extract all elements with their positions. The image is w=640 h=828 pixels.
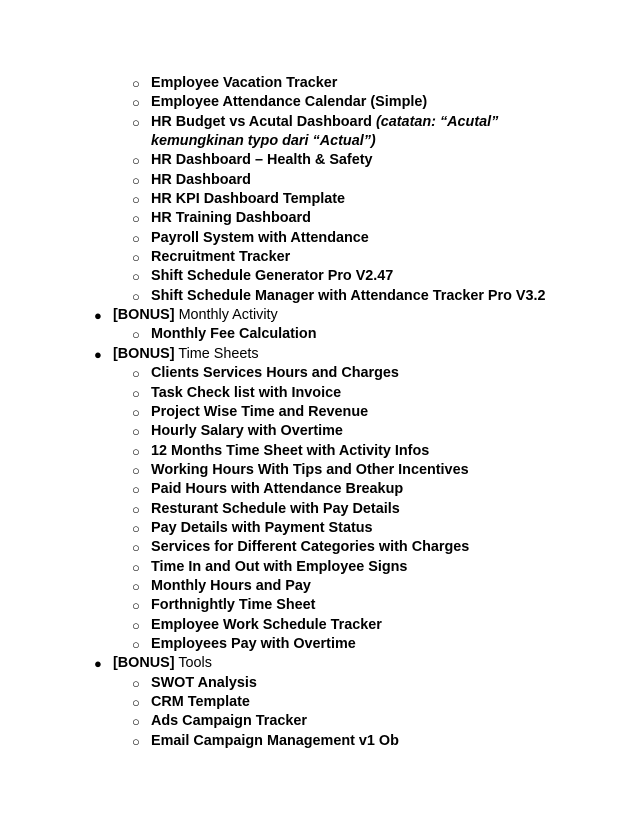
list-item [0,151,640,170]
list-item [0,461,640,480]
list-item [0,74,640,93]
list-item [0,635,640,654]
list-item-text: Paid Hours with Attendance Breakup [151,481,404,498]
hollow-bullet-icon: ○ [132,675,140,691]
section-heading-tools [0,654,640,673]
hollow-bullet-icon: ○ [132,250,140,266]
hollow-bullet-icon: ○ [132,288,140,304]
list-item [0,190,640,209]
list-item-continuation [0,132,640,151]
list-item [0,616,640,635]
list-item-text: Monthly Hours and Pay [151,577,311,594]
list-item [0,519,640,538]
hr-budget-note-continued: kemungkinan typo dari “Actual”) [151,133,376,150]
hollow-bullet-icon: ○ [132,153,140,169]
hollow-bullet-icon: ○ [132,192,140,208]
hollow-bullet-icon: ○ [132,559,140,575]
list-item [0,712,640,731]
list-item-text: Employees Pay with Overtime [151,635,356,652]
hollow-bullet-icon: ○ [132,230,140,246]
list-item [0,732,640,751]
list-item [0,287,640,306]
section-heading-time-sheets [0,345,640,364]
hollow-bullet-icon: ○ [132,617,140,633]
list-item [0,674,640,693]
hollow-bullet-icon: ○ [132,172,140,188]
list-item [0,325,640,344]
bonus-tag: [BONUS] [113,655,175,672]
list-item-text: Payroll System with Attendance [151,229,369,246]
list-item [0,384,640,403]
list-item [0,442,640,461]
bonus-tag: [BONUS] [113,307,175,324]
hollow-bullet-icon: ○ [132,443,140,459]
hollow-bullet-icon: ○ [132,714,140,730]
hollow-bullet-icon: ○ [132,501,140,517]
section-title: Time Sheets [178,345,259,362]
list-item [0,577,640,596]
list-item [0,558,640,577]
list-item [0,403,640,422]
hollow-bullet-icon: ○ [132,366,140,382]
list-item-text: Services for Different Categories with Charges [151,539,470,556]
list-item [0,229,640,248]
list-item [0,596,640,615]
list-item-text: Hourly Salary with Overtime [151,423,343,440]
list-item-text [151,113,498,132]
hollow-bullet-icon: ○ [132,636,140,652]
list-item [0,171,640,190]
list-item [0,538,640,557]
list-item-text: HR Training Dashboard [151,210,311,227]
hollow-bullet-icon: ○ [132,578,140,594]
list-item-text: Time In and Out with Employee Signs [151,558,408,575]
hollow-bullet-icon: ○ [132,520,140,536]
hollow-bullet-icon: ○ [132,540,140,556]
list-item [0,267,640,286]
hollow-bullet-icon: ○ [132,269,140,285]
list-item [0,500,640,519]
section-heading-monthly-activity [0,306,640,325]
list-item [0,480,640,499]
list-item-text: Project Wise Time and Revenue [151,403,369,420]
list-item-text: Task Check list with Invoice [151,384,342,401]
list-item-text: Email Campaign Management v1 Ob [151,732,399,749]
list-item-text: Resturant Schedule with Pay Details [151,500,400,517]
list-item-text: Working Hours With Tips and Other Incentives [151,461,469,478]
hr-budget-label: HR Budget vs Acutal Dashboard [151,113,372,130]
list-item [0,364,640,383]
list-item-text: Employee Work Schedule Tracker [151,616,382,633]
list-item-text: HR Dashboard – Health & Safety [151,152,373,169]
list-item [0,422,640,441]
hollow-bullet-icon: ○ [132,482,140,498]
list-item-text: HR KPI Dashboard Template [151,191,346,208]
list-item [0,248,640,267]
bonus-tag: [BONUS] [113,345,175,362]
list-item-text: Forthnightly Time Sheet [151,597,316,614]
hollow-bullet-icon: ○ [132,211,140,227]
list-item-text: Ads Campaign Tracker [151,713,307,730]
list-item-text: Employee Vacation Tracker [151,75,338,91]
hollow-bullet-icon: ○ [132,462,140,478]
filled-bullet-icon: ● [94,346,102,362]
list-item [0,209,640,228]
list-item-text: Employee Attendance Calendar (Simple) [151,94,428,111]
list-item-text: SWOT Analysis [151,674,257,691]
filled-bullet-icon: ● [94,308,102,324]
section-heading-text [113,345,259,364]
list-item-text: Recruitment Tracker [151,249,291,266]
hollow-bullet-icon: ○ [132,385,140,401]
document-page [0,74,640,751]
hollow-bullet-icon: ○ [132,327,140,343]
section-heading-text [113,306,278,325]
list-item-text: HR Dashboard [151,171,251,188]
list-item-hr-budget [0,113,640,132]
list-item-text: Clients Services Hours and Charges [151,365,399,382]
section-title: Tools [178,655,212,672]
hollow-bullet-icon: ○ [132,424,140,440]
list-item [0,93,640,112]
hollow-bullet-icon: ○ [132,733,140,749]
list-item-text: CRM Template [151,694,250,710]
hollow-bullet-icon: ○ [132,114,140,130]
list-item-text: Shift Schedule Manager with Attendance Tracker Pro V3.2 [151,287,546,304]
hollow-bullet-icon: ○ [132,404,140,420]
section-heading-text [113,654,212,673]
hr-budget-note: (catatan: “Acutal” [375,113,499,130]
hollow-bullet-icon: ○ [132,695,140,710]
hollow-bullet-icon: ○ [132,598,140,614]
hollow-bullet-icon: ○ [132,76,140,91]
list-item-text: Shift Schedule Generator Pro V2.47 [151,268,394,285]
hollow-bullet-icon: ○ [132,95,140,111]
list-item-text: 12 Months Time Sheet with Activity Infos [151,442,430,459]
list-item [0,693,640,712]
filled-bullet-icon: ● [94,656,102,672]
list-item-text: Monthly Fee Calculation [151,326,317,343]
list-item-text: Pay Details with Payment Status [151,519,373,536]
section-title: Monthly Activity [178,307,278,324]
